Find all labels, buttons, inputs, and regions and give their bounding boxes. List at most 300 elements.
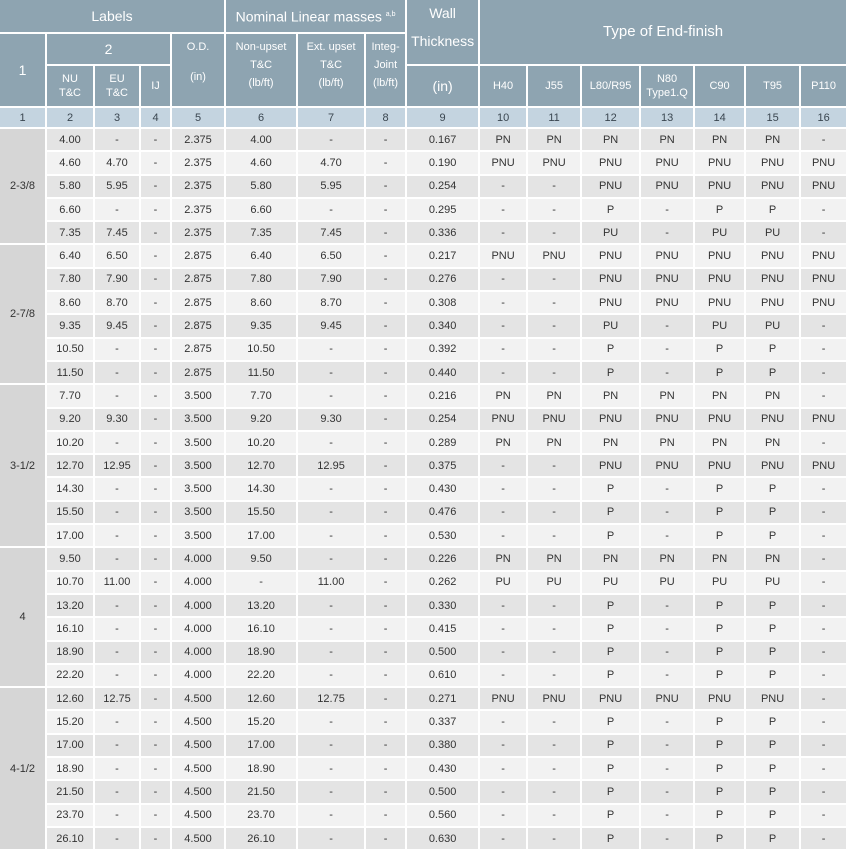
table-cell: 4.000: [172, 642, 224, 663]
table-cell: -: [801, 525, 846, 546]
column-number: 11: [528, 108, 580, 127]
table-cell: 7.70: [226, 385, 296, 406]
table-cell: 4.00: [47, 129, 93, 150]
table-cell: -: [641, 222, 693, 243]
table-cell: PNU: [746, 269, 799, 290]
table-cell: -: [141, 199, 170, 220]
table-cell: 17.00: [226, 525, 296, 546]
table-cell: -: [641, 315, 693, 336]
table-cell: 2.375: [172, 199, 224, 220]
table-cell: -: [801, 315, 846, 336]
table-cell: -: [366, 735, 405, 756]
table-cell: 0.295: [407, 199, 478, 220]
table-cell: 0.262: [407, 572, 478, 593]
table-cell: -: [141, 711, 170, 732]
table-cell: 26.10: [226, 828, 296, 849]
table-cell: -: [298, 711, 364, 732]
table-cell: PN: [695, 385, 744, 406]
table-cell: -: [528, 176, 580, 197]
table-cell: -: [366, 245, 405, 266]
table-cell: 5.80: [47, 176, 93, 197]
table-cell: 10.50: [226, 339, 296, 360]
table-cell: PN: [641, 432, 693, 453]
table-cell: P: [746, 665, 799, 686]
table-cell: -: [641, 502, 693, 523]
table-cell: -: [298, 735, 364, 756]
table-cell: 0.560: [407, 805, 478, 826]
table-cell: -: [528, 315, 580, 336]
table-cell: 23.70: [226, 805, 296, 826]
table-cell: 11.50: [226, 362, 296, 383]
header-nominal-masses: Nominal Linear masses $^{a,b}$: [226, 0, 405, 32]
table-cell: -: [801, 711, 846, 732]
table-cell: 7.35: [47, 222, 93, 243]
table-cell: 12.60: [226, 688, 296, 709]
table-cell: PNU: [582, 269, 639, 290]
table-cell: 15.20: [226, 711, 296, 732]
table-cell: 2.375: [172, 152, 224, 173]
table-cell: -: [641, 711, 693, 732]
table-cell: P: [695, 642, 744, 663]
table-cell: PNU: [746, 455, 799, 476]
table-cell: -: [480, 805, 526, 826]
table-cell: -: [141, 525, 170, 546]
table-cell: -: [141, 618, 170, 639]
table-cell: -: [95, 758, 139, 779]
table-cell: -: [528, 455, 580, 476]
table-cell: 2.875: [172, 339, 224, 360]
table-cell: PNU: [480, 152, 526, 173]
table-cell: -: [801, 781, 846, 802]
table-cell: -: [298, 805, 364, 826]
table-cell: 23.70: [47, 805, 93, 826]
table-cell: 9.20: [47, 409, 93, 430]
header-grade-h40: H40: [480, 66, 526, 106]
table-cell: -: [641, 339, 693, 360]
table-cell: -: [298, 595, 364, 616]
table-cell: -: [641, 758, 693, 779]
table-cell: 0.330: [407, 595, 478, 616]
table-cell: 2.875: [172, 292, 224, 313]
table-cell: PNU: [801, 409, 846, 430]
table-cell: PU: [528, 572, 580, 593]
table-cell: -: [298, 502, 364, 523]
table-cell: -: [801, 362, 846, 383]
table-cell: 0.308: [407, 292, 478, 313]
table-cell: PU: [746, 222, 799, 243]
table-cell: P: [695, 199, 744, 220]
table-cell: -: [95, 502, 139, 523]
table-cell: 4.500: [172, 711, 224, 732]
table-cell: PNU: [695, 152, 744, 173]
table-cell: -: [366, 758, 405, 779]
table-cell: -: [366, 711, 405, 732]
table-cell: 4.000: [172, 595, 224, 616]
table-cell: 4.000: [172, 548, 224, 569]
table-cell: PN: [480, 548, 526, 569]
table-cell: -: [141, 409, 170, 430]
table-cell: 0.226: [407, 548, 478, 569]
column-number: 12: [582, 108, 639, 127]
table-row: [0, 618, 846, 639]
table-cell: -: [366, 385, 405, 406]
table-cell: 21.50: [47, 781, 93, 802]
table-cell: -: [801, 129, 846, 150]
header-labels: Labels: [0, 0, 224, 32]
table-cell: -: [528, 595, 580, 616]
table-cell: -: [298, 618, 364, 639]
table-cell: -: [528, 525, 580, 546]
table-cell: P: [746, 362, 799, 383]
table-cell: PNU: [480, 245, 526, 266]
header-non-upset: Non-upset T&C (lb/ft): [226, 34, 296, 106]
table-cell: 18.90: [226, 758, 296, 779]
table-cell: 11.00: [298, 572, 364, 593]
size-group-label: 2-3/8: [0, 129, 45, 243]
table-cell: -: [366, 455, 405, 476]
table-cell: -: [480, 362, 526, 383]
table-cell: P: [695, 781, 744, 802]
table-cell: 0.167: [407, 129, 478, 150]
table-cell: PN: [480, 385, 526, 406]
table-row: [0, 781, 846, 802]
table-row: [0, 688, 846, 709]
table-cell: -: [366, 269, 405, 290]
table-cell: -: [801, 595, 846, 616]
table-cell: P: [582, 618, 639, 639]
table-cell: -: [801, 805, 846, 826]
table-cell: 9.20: [226, 409, 296, 430]
table-cell: -: [641, 525, 693, 546]
table-cell: 0.500: [407, 642, 478, 663]
table-cell: 22.20: [226, 665, 296, 686]
table-cell: -: [480, 176, 526, 197]
table-cell: -: [641, 781, 693, 802]
table-cell: -: [480, 222, 526, 243]
table-row: [0, 572, 846, 593]
table-row: [0, 735, 846, 756]
table-cell: -: [801, 735, 846, 756]
header-grade-t95: T95: [746, 66, 799, 106]
table-cell: P: [746, 595, 799, 616]
column-number: 7: [298, 108, 364, 127]
table-cell: 12.60: [47, 688, 93, 709]
table-cell: -: [366, 129, 405, 150]
table-cell: -: [480, 711, 526, 732]
table-cell: P: [582, 199, 639, 220]
table-cell: 7.70: [47, 385, 93, 406]
table-cell: P: [695, 478, 744, 499]
table-cell: 0.336: [407, 222, 478, 243]
table-cell: P: [582, 758, 639, 779]
table-cell: -: [641, 618, 693, 639]
table-cell: -: [141, 642, 170, 663]
table-cell: -: [801, 385, 846, 406]
table-cell: 0.610: [407, 665, 478, 686]
table-cell: -: [95, 665, 139, 686]
table-cell: 16.10: [47, 618, 93, 639]
table-cell: 7.80: [226, 269, 296, 290]
table-cell: 8.60: [47, 292, 93, 313]
table-cell: -: [480, 665, 526, 686]
table-cell: 9.35: [226, 315, 296, 336]
column-number: 4: [141, 108, 170, 127]
table-cell: 9.45: [95, 315, 139, 336]
table-cell: 7.80: [47, 269, 93, 290]
table-cell: 0.530: [407, 525, 478, 546]
table-cell: P: [746, 478, 799, 499]
table-cell: PN: [480, 129, 526, 150]
table-cell: PNU: [746, 688, 799, 709]
table-cell: -: [298, 665, 364, 686]
table-cell: P: [582, 339, 639, 360]
table-cell: 10.70: [47, 572, 93, 593]
column-number: 15: [746, 108, 799, 127]
table-cell: PNU: [641, 292, 693, 313]
column-number-row: [0, 108, 846, 127]
table-row: [0, 152, 846, 173]
table-cell: PNU: [746, 409, 799, 430]
table-cell: PNU: [582, 292, 639, 313]
header-eu-tc: EU T&C: [95, 66, 139, 106]
table-cell: -: [528, 478, 580, 499]
header-grade-c90: C90: [695, 66, 744, 106]
table-cell: 16.10: [226, 618, 296, 639]
table-cell: PNU: [582, 688, 639, 709]
table-cell: 21.50: [226, 781, 296, 802]
column-number: 3: [95, 108, 139, 127]
table-cell: 0.380: [407, 735, 478, 756]
table-cell: PU: [582, 222, 639, 243]
table-cell: 7.45: [298, 222, 364, 243]
table-cell: -: [801, 199, 846, 220]
table-cell: PNU: [582, 455, 639, 476]
table-cell: -: [528, 781, 580, 802]
table-cell: PNU: [695, 245, 744, 266]
table-cell: 0.217: [407, 245, 478, 266]
table-cell: 0.415: [407, 618, 478, 639]
header-grade-l80-r95: L80/R95: [582, 66, 639, 106]
table-cell: 9.50: [47, 548, 93, 569]
table-cell: P: [695, 758, 744, 779]
table-cell: 4.500: [172, 758, 224, 779]
table-cell: -: [141, 805, 170, 826]
table-cell: -: [95, 805, 139, 826]
table-row: [0, 595, 846, 616]
table-cell: PN: [695, 432, 744, 453]
column-number: 6: [226, 108, 296, 127]
table-cell: -: [95, 525, 139, 546]
table-cell: P: [695, 502, 744, 523]
table-cell: -: [528, 828, 580, 849]
table-cell: 0.500: [407, 781, 478, 802]
table-row: [0, 339, 846, 360]
table-cell: PNU: [582, 409, 639, 430]
table-cell: -: [480, 292, 526, 313]
table-row: [0, 758, 846, 779]
table-cell: PN: [582, 129, 639, 150]
table-cell: 6.60: [47, 199, 93, 220]
table-cell: -: [141, 176, 170, 197]
table-cell: 22.20: [47, 665, 93, 686]
table-cell: P: [746, 525, 799, 546]
table-cell: 0.476: [407, 502, 478, 523]
table-cell: PN: [746, 129, 799, 150]
table-cell: PN: [582, 548, 639, 569]
table-cell: -: [298, 525, 364, 546]
table-cell: -: [366, 665, 405, 686]
table-cell: PNU: [641, 455, 693, 476]
table-cell: -: [528, 502, 580, 523]
table-cell: -: [366, 292, 405, 313]
table-cell: 0.392: [407, 339, 478, 360]
table-cell: -: [298, 548, 364, 569]
table-cell: P: [746, 805, 799, 826]
table-cell: 14.30: [226, 478, 296, 499]
table-cell: 17.00: [47, 525, 93, 546]
table-cell: 7.90: [95, 269, 139, 290]
table-cell: P: [746, 758, 799, 779]
table-cell: 9.30: [298, 409, 364, 430]
table-cell: 7.90: [298, 269, 364, 290]
table-cell: -: [95, 595, 139, 616]
table-cell: P: [746, 735, 799, 756]
table-cell: P: [582, 781, 639, 802]
table-cell: 4.60: [47, 152, 93, 173]
table-cell: P: [746, 781, 799, 802]
table-cell: -: [480, 618, 526, 639]
table-cell: PNU: [528, 409, 580, 430]
table-cell: P: [746, 828, 799, 849]
table-cell: 15.50: [47, 502, 93, 523]
table-cell: -: [141, 781, 170, 802]
table-cell: P: [582, 828, 639, 849]
table-row: [0, 409, 846, 430]
table-cell: -: [366, 572, 405, 593]
table-cell: PN: [528, 385, 580, 406]
table-cell: P: [695, 735, 744, 756]
table-cell: -: [366, 152, 405, 173]
table-cell: -: [298, 828, 364, 849]
table-cell: PNU: [528, 245, 580, 266]
table-cell: PN: [746, 432, 799, 453]
table-cell: -: [366, 595, 405, 616]
table-cell: PNU: [695, 269, 744, 290]
table-cell: -: [95, 828, 139, 849]
table-cell: -: [298, 339, 364, 360]
table-cell: -: [141, 432, 170, 453]
table-cell: PN: [746, 548, 799, 569]
table-cell: 10.20: [47, 432, 93, 453]
column-number: 9: [407, 108, 478, 127]
table-cell: -: [141, 548, 170, 569]
header-label-two: 2: [47, 34, 170, 64]
table-cell: 12.70: [226, 455, 296, 476]
table-cell: -: [480, 478, 526, 499]
table-cell: 15.20: [47, 711, 93, 732]
table-cell: 6.50: [95, 245, 139, 266]
table-cell: -: [95, 432, 139, 453]
table-cell: 3.500: [172, 432, 224, 453]
table-cell: -: [366, 478, 405, 499]
table-cell: -: [141, 455, 170, 476]
table-row: [0, 199, 846, 220]
table-cell: 0.430: [407, 758, 478, 779]
table-cell: 3.500: [172, 478, 224, 499]
table-cell: 3.500: [172, 409, 224, 430]
table-cell: -: [366, 548, 405, 569]
table-cell: -: [95, 129, 139, 150]
table-cell: -: [298, 758, 364, 779]
table-cell: 8.70: [298, 292, 364, 313]
table-cell: -: [366, 618, 405, 639]
table-cell: PNU: [801, 269, 846, 290]
table-cell: -: [641, 362, 693, 383]
table-cell: -: [366, 688, 405, 709]
table-cell: PU: [480, 572, 526, 593]
table-cell: -: [366, 432, 405, 453]
table-cell: 0.289: [407, 432, 478, 453]
table-cell: 0.630: [407, 828, 478, 849]
table-cell: PN: [528, 129, 580, 150]
table-cell: -: [528, 339, 580, 360]
header-integ-joint: Integ- Joint (lb/ft): [366, 34, 405, 106]
table-cell: PU: [746, 572, 799, 593]
table-cell: 2.875: [172, 362, 224, 383]
table-cell: -: [480, 525, 526, 546]
table-cell: -: [528, 665, 580, 686]
table-cell: -: [528, 758, 580, 779]
table-cell: -: [366, 642, 405, 663]
header-grade-j55: J55: [528, 66, 580, 106]
table-cell: 10.50: [47, 339, 93, 360]
table-cell: PU: [695, 222, 744, 243]
column-number: 14: [695, 108, 744, 127]
table-cell: 0.190: [407, 152, 478, 173]
table-cell: -: [801, 828, 846, 849]
table-cell: 18.90: [47, 758, 93, 779]
table-cell: 3.500: [172, 502, 224, 523]
table-cell: -: [641, 665, 693, 686]
table-cell: PNU: [746, 292, 799, 313]
column-number: 10: [480, 108, 526, 127]
table-row: [0, 502, 846, 523]
table-cell: -: [801, 548, 846, 569]
table-cell: -: [801, 339, 846, 360]
table-cell: -: [95, 548, 139, 569]
table-cell: 4.500: [172, 735, 224, 756]
table-cell: -: [95, 642, 139, 663]
table-cell: PNU: [801, 176, 846, 197]
table-cell: -: [226, 572, 296, 593]
table-cell: PNU: [641, 269, 693, 290]
table-cell: P: [695, 805, 744, 826]
table-row: [0, 385, 846, 406]
table-cell: -: [366, 409, 405, 430]
table-cell: 18.90: [226, 642, 296, 663]
table-cell: PNU: [801, 245, 846, 266]
table-cell: PN: [528, 432, 580, 453]
table-cell: -: [95, 618, 139, 639]
table-cell: -: [641, 595, 693, 616]
table-cell: 8.60: [226, 292, 296, 313]
table-cell: 6.40: [226, 245, 296, 266]
table-cell: 7.45: [95, 222, 139, 243]
table-cell: -: [141, 315, 170, 336]
table-cell: -: [95, 478, 139, 499]
table-cell: -: [528, 222, 580, 243]
table-cell: PN: [480, 432, 526, 453]
